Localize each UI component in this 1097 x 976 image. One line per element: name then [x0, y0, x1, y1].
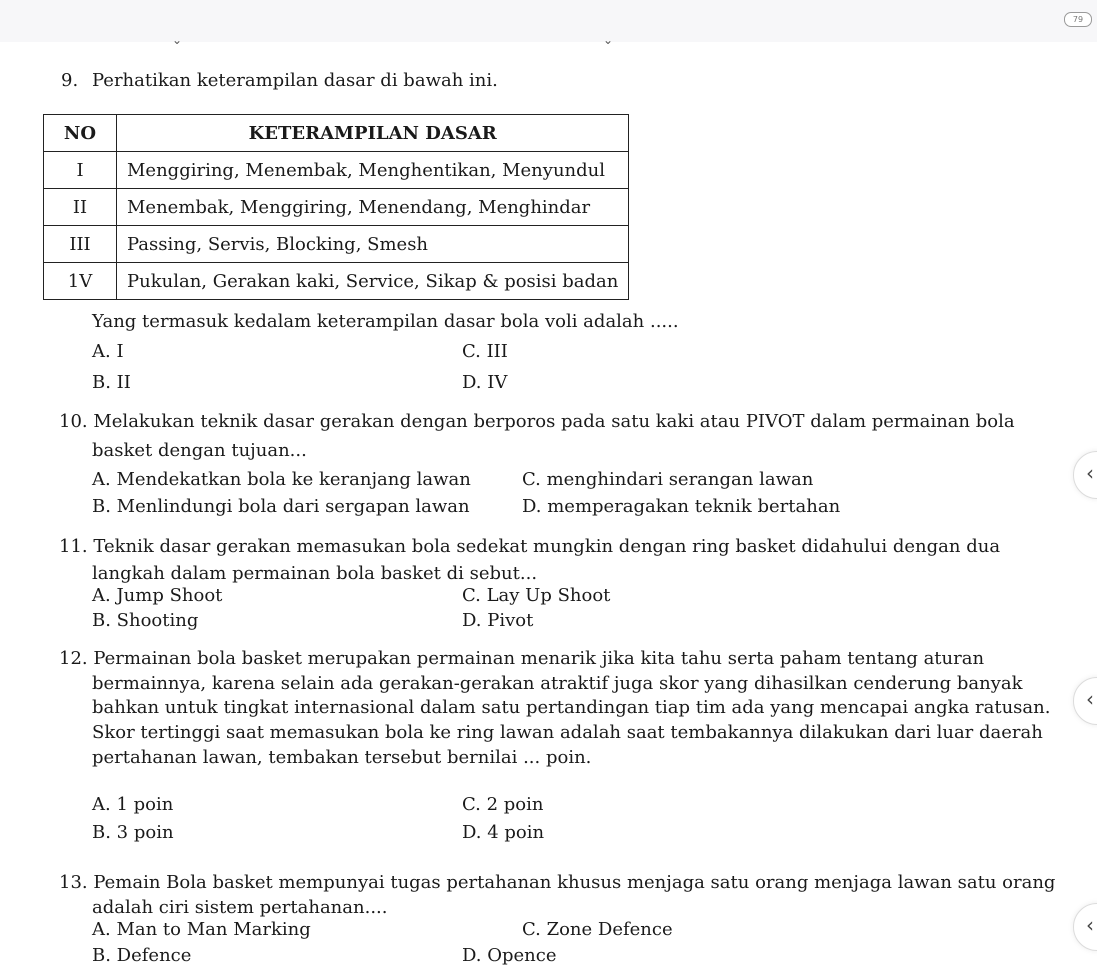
table-row — [44, 263, 629, 300]
q9-option-d: D. IV — [462, 372, 508, 393]
q11-option-b: B. Shooting — [92, 610, 199, 631]
q12-option-c: C. 2 poin — [462, 794, 544, 815]
q13-stem-line1: 13. Pemain Bola basket mempunyai tugas pertahanan khusus menjaga satu orang menjaga lawan satu orang — [59, 872, 1056, 893]
side-scroll-handle[interactable] — [1073, 451, 1097, 499]
q10-stem-line2: basket dengan tujuan... — [92, 440, 307, 461]
q9-option-b: B. II — [92, 372, 131, 393]
q10-option-a: A. Mendekatkan bola ke keranjang lawan — [92, 469, 471, 490]
q9-option-c: C. III — [462, 341, 508, 362]
q11-stem-line2: langkah dalam permainan bola basket di sebut... — [92, 563, 538, 584]
table-row — [44, 226, 629, 263]
table-cell-no: II — [44, 189, 117, 226]
q12-option-b: B. 3 poin — [92, 822, 174, 843]
q11-option-a: A. Jump Shoot — [92, 585, 223, 606]
q9-question: Yang termasuk kedalam keterampilan dasar bola voli adalah ..... — [92, 311, 679, 332]
q12-stem-line2: bermainnya, karena selain ada gerakan-gerakan atraktif juga skor yang dihasilkan cenderung banyak — [92, 673, 1023, 694]
chevron-left-icon: ‹ — [1086, 687, 1094, 711]
q13-option-d: D. Opence — [462, 945, 557, 966]
q9-number: 9. — [61, 70, 79, 91]
q13-option-a: A. Man to Man Marking — [92, 919, 311, 940]
q12-stem-line3: bahkan untuk tingkat internasional dalam satu pertandingan tiap tim ada yang mencapai angka ratusan. — [92, 697, 1051, 718]
table-cell-skill: Menggiring, Menembak, Menghentikan, Menyundul — [117, 152, 629, 189]
table-header-skill: KETERAMPILAN DASAR — [117, 115, 629, 152]
q12-stem-line4: Skor tertinggi saat memasukan bola ke ring lawan adalah saat tembakannya dilakukan dari luar daerah — [92, 722, 1043, 743]
table-cell-skill: Passing, Servis, Blocking, Smesh — [117, 226, 629, 263]
q12-option-d: D. 4 poin — [462, 822, 545, 843]
q10-option-b: B. Menlindungi bola dari sergapan lawan — [92, 496, 470, 517]
chevron-left-icon: ‹ — [1086, 913, 1094, 937]
skills-table — [43, 114, 629, 300]
table-cell-no: 1V — [44, 263, 117, 300]
table-row — [44, 152, 629, 189]
q13-option-c: C. Zone Defence — [522, 919, 673, 940]
table-cell-skill: Pukulan, Gerakan kaki, Service, Sikap & posisi badan — [117, 263, 629, 300]
q13-stem-line2: adalah ciri sistem pertahanan.... — [92, 897, 388, 918]
crop-mark-right: ⌄ — [603, 33, 614, 47]
q10-option-c: C. menghindari serangan lawan — [522, 469, 814, 490]
table-cell-no: III — [44, 226, 117, 263]
side-scroll-handle[interactable] — [1073, 903, 1097, 951]
crop-mark-left: ⌄ — [172, 33, 183, 47]
chevron-left-icon: ‹ — [1086, 461, 1094, 485]
q9-prompt: Perhatikan keterampilan dasar di bawah ini. — [92, 70, 498, 91]
table-cell-skill: Menembak, Menggiring, Menendang, Menghindar — [117, 189, 629, 226]
q11-stem-line1: 11. Teknik dasar gerakan memasukan bola sedekat mungkin dengan ring basket didahului dengan dua — [59, 536, 1001, 557]
table-header-row — [44, 115, 629, 152]
q12-stem-line1: 12. Permainan bola basket merupakan permainan menarik jika kita tahu serta paham tentang aturan — [59, 648, 985, 669]
top-toolbar — [0, 0, 1097, 42]
page-number-badge[interactable]: 79 — [1064, 12, 1092, 27]
side-scroll-handle[interactable] — [1073, 677, 1097, 725]
q10-stem-line1: 10. Melakukan teknik dasar gerakan dengan berporos pada satu kaki atau PIVOT dalam permainan bola — [59, 411, 1015, 432]
table-row — [44, 189, 629, 226]
q10-option-d: D. memperagakan teknik bertahan — [522, 496, 841, 517]
table-cell-no: I — [44, 152, 117, 189]
table-header-no: NO — [44, 115, 117, 152]
q11-option-d: D. Pivot — [462, 610, 534, 631]
q13-option-b: B. Defence — [92, 945, 192, 966]
q12-stem-line5: pertahanan lawan, tembakan tersebut bernilai ... poin. — [92, 747, 592, 768]
q11-option-c: C. Lay Up Shoot — [462, 585, 611, 606]
q12-option-a: A. 1 poin — [92, 794, 174, 815]
q9-option-a: A. I — [92, 341, 124, 362]
